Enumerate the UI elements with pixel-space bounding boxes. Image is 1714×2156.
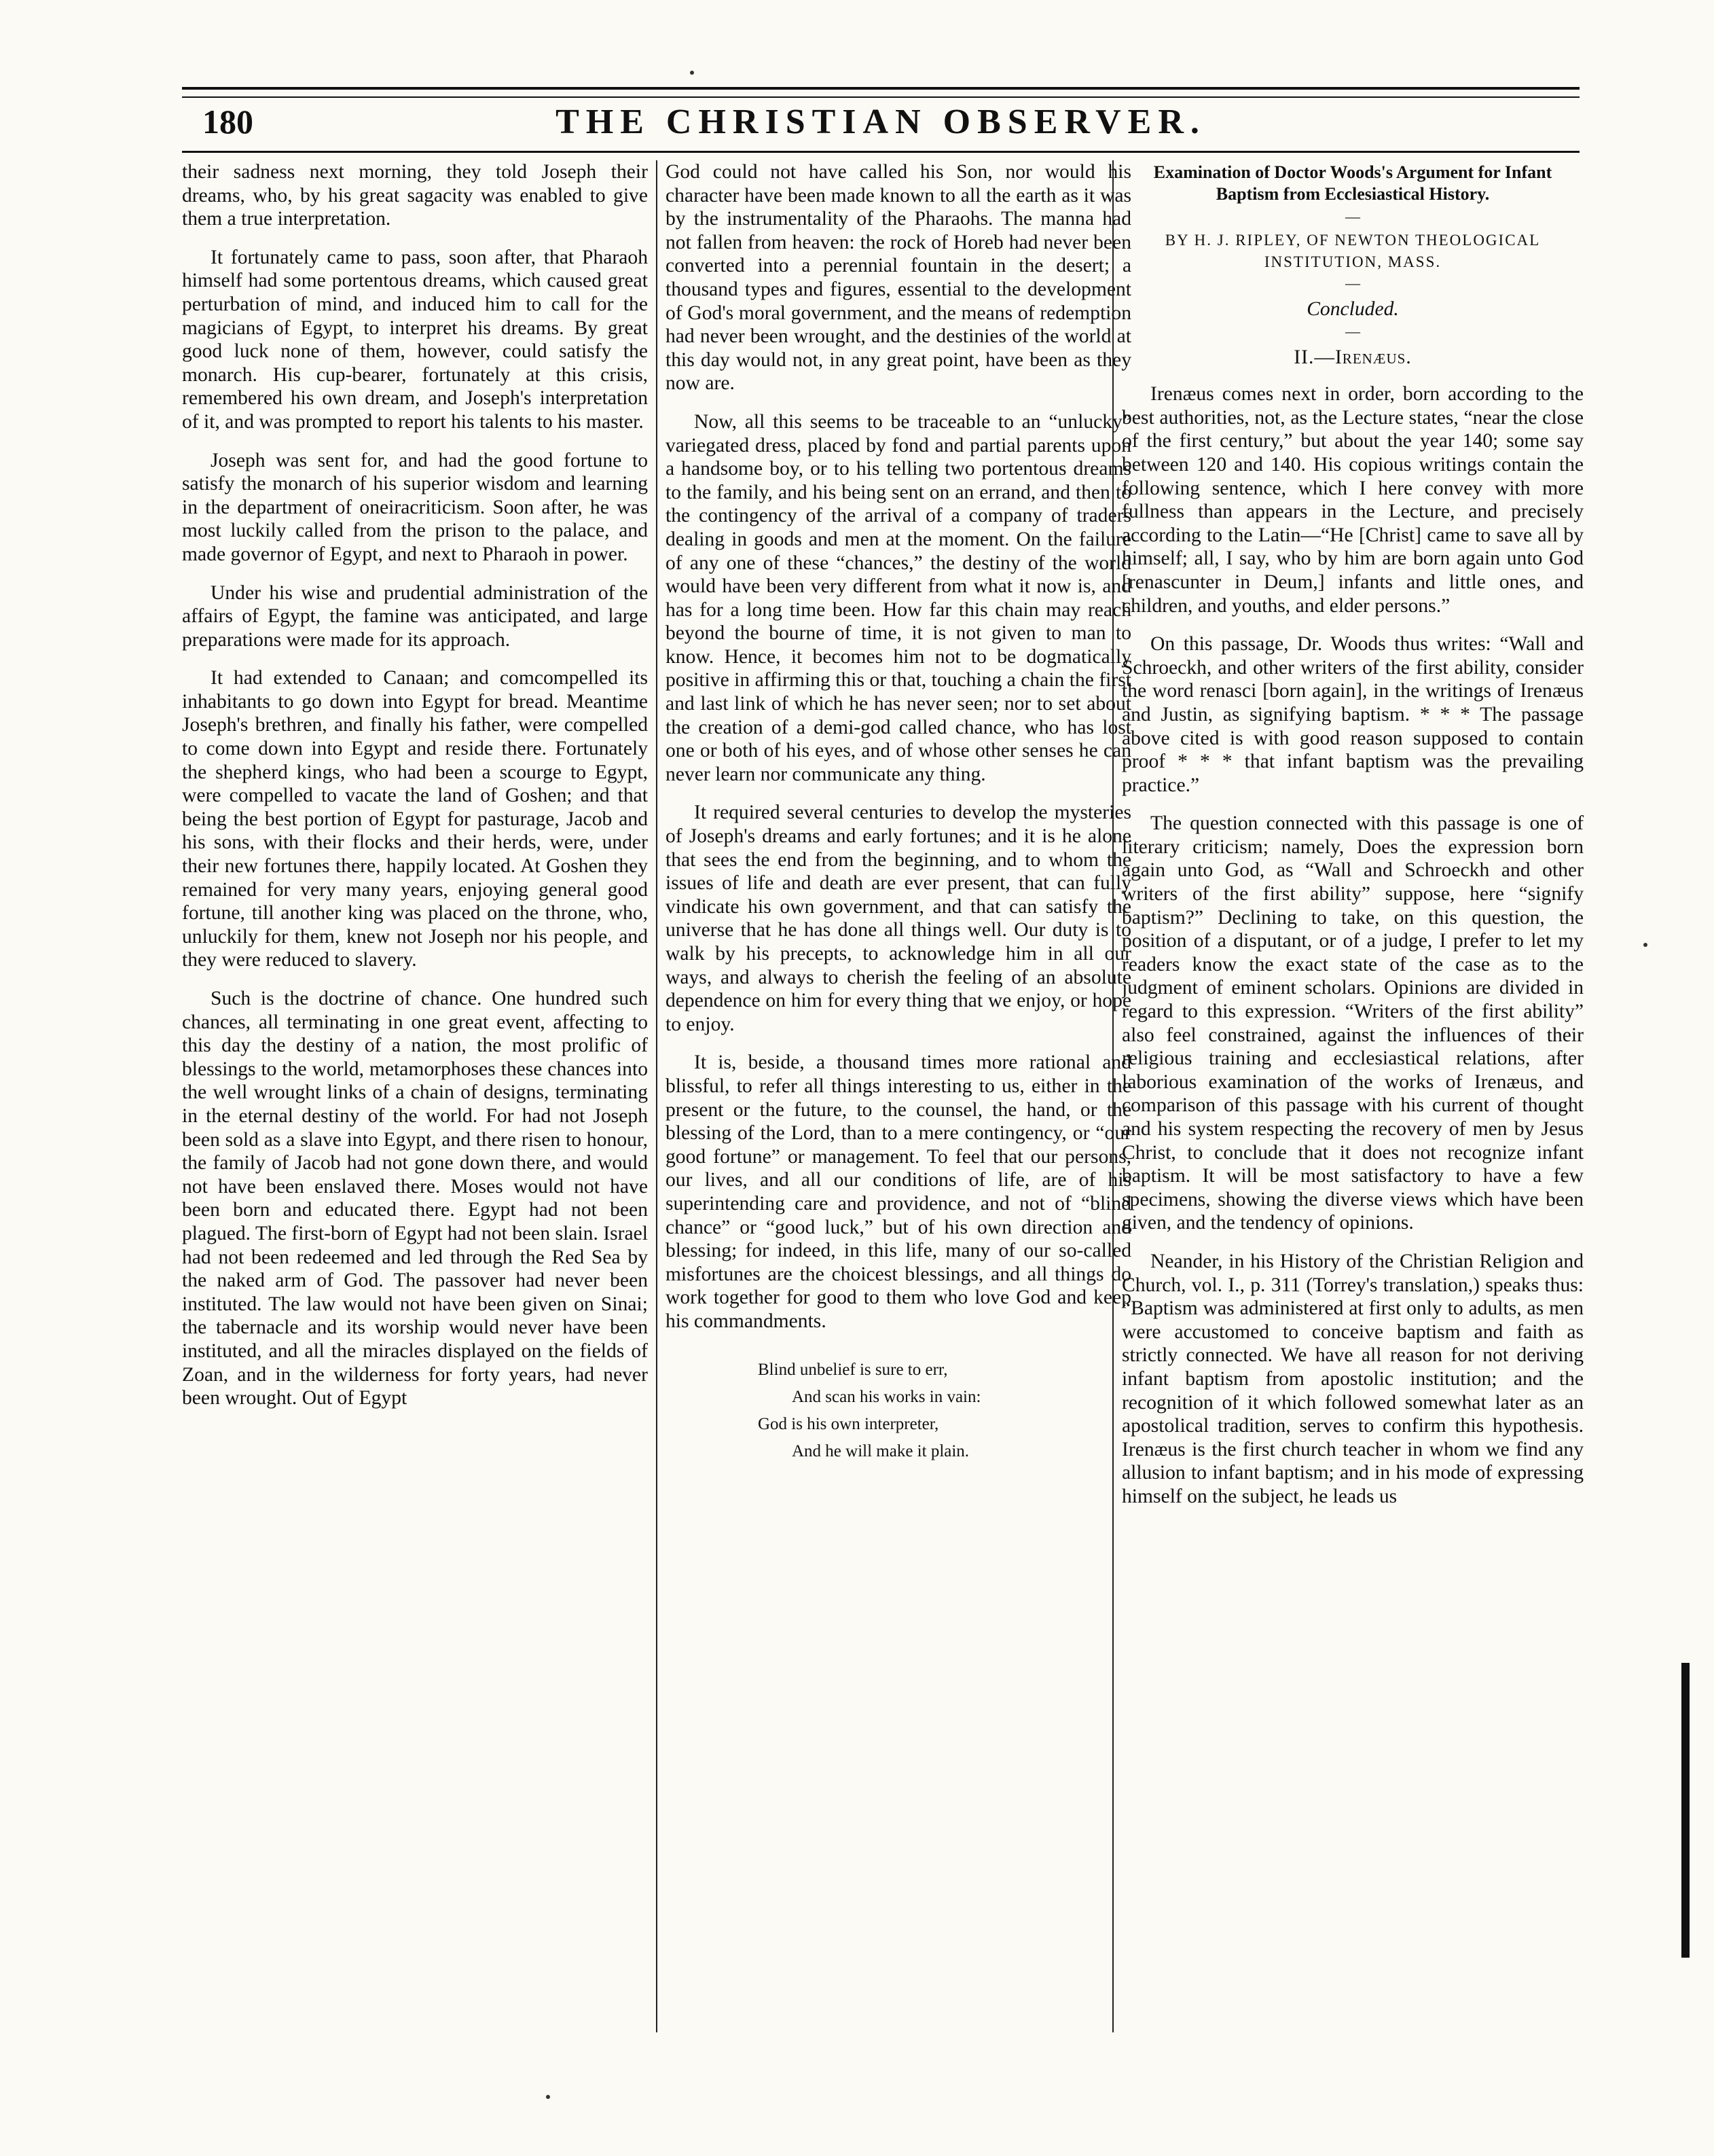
column-1 xyxy=(182,160,648,2035)
paragraph: Under his wise and prudential administration of the affairs of Egypt, the famine was anticipated, and large preparations were made for its approach. xyxy=(182,581,648,651)
section-heading: II.—Irenæus. xyxy=(1294,346,1412,368)
concluded-note: Concluded. xyxy=(1307,298,1399,320)
paragraph: Joseph was sent for, and had the good fortune to satisfy the monarch of his superior wisdom and learning in the department of oneiracriticism. Soon after, he was most luckily called from the prison to the palace, and made governor of Egypt, and next to Pharaoh in power. xyxy=(182,449,648,565)
paragraph: It had extended to Canaan; and comcompelled its inhabitants to go down into Egypt for bread. Meantime Joseph's brethren, and finally his father, were compelled to come down into Egypt and reside there. Fortunately the shepherd kings, who had been a scourge to Egypt, were compelled to vacate the land of Goshen; and that being the best portion of Egypt for pasturage, Jacob and his sons, with their flocks and their herds, were, under their new fortunes there, happily located. At Goshen they remained for very many years, enjoying general good fortune, till another king was placed on the throne, who, unluckily for them, knew not Joseph nor his people, and they were reduced to slavery. xyxy=(182,667,648,971)
verse-line: Blind unbelief is sure to err, xyxy=(758,1360,948,1379)
separator-dash: — xyxy=(1345,208,1360,225)
paragraph: Neander, in his History of the Christian Religion and Church, vol. I., p. 311 (Torrey's translation,) speaks thus: “Baptism was administered at first only to adults, as men were accustomed to conceive baptism and faith as strictly connected. We have all reason for not deriving infant baptism from apostolic institution; and the recognition of it which followed somewhat later as an apostolical tradition, serves to confirm this hypothesis. Irenæus is the first church teacher in whom we find any allusion to infant baptism; and in his mode of expressing himself on the subject, he leads us xyxy=(1122,1250,1584,1507)
verse-line: And scan his works in vain: xyxy=(792,1387,981,1406)
scan-speck xyxy=(1643,943,1647,947)
paragraph: The question connected with this passage is one of literary criticism; namely, Does the expression born again unto God, as “Wall and Schroeckh and other writers of the first ability” suppose, here “signify baptism?” Declining to take, on this question, the position of a disputant, or of a judge, I prefer to let my readers know the exact state of the case as to the judgment of eminent scholars. Opinions are divided in regard to this expression. “Writers of the first ability” also feel constrained, against the influences of their religious training and ecclesiastical relations, after laborious examination of the works of Irenæus, and comparison of this passage with his current of thought and his system respecting the recovery of men by Jesus Christ, to conclude that it does not recognize infant baptism. It will be most satisfactory to have a few specimens, showing the diverse views which have been given, and the tendency of opinions. xyxy=(1122,812,1584,1234)
scan-speck xyxy=(690,71,694,75)
column-2 xyxy=(665,160,1131,2035)
paragraph: God could not have called his Son, nor would his character have been made known to all the earth as it was by the instrumentality of the Pharaohs. The manna had not fallen from heaven: the rock of Horeb had never been converted into a perennial fountain in the desert; a thousand types and figures, essential to the development of God's moral government, and the means of redemption had never been wrought, and the destinies of the world at this day would not, in any great point, have been as they now are. xyxy=(665,161,1131,395)
paragraph: Such is the doctrine of chance. One hundred such chances, all terminating in one great event, affecting to this day the destiny of a nation, the most prolific of blessings to the world, metamorphoses these chances into the well wrought links of a chain of designs, terminating in the eternal destiny of the world. For had not Joseph been sold as a slave into Egypt, and there risen to honour, the family of Jacob had not gone down there, and would not have been enslaved there. Moses would not have been born and educated there. Egypt had not been plagued. The first-born of Egypt had not been slain. Israel had not been redeemed and led through the Red Sea by the naked arm of God. The passover had never been instituted. The law would not have been given on Sinai; the tabernacle and its worship would never have been instituted, and all the miracles displayed on the fields of Zoan, and in the wilderness for forty years, had never been wrought. Out of Egypt xyxy=(182,988,648,1409)
running-title: THE CHRISTIAN OBSERVER. xyxy=(555,103,1206,141)
separator-dash: — xyxy=(1345,274,1360,291)
scan-edge-mark xyxy=(1681,1663,1690,1958)
header-bottom-rule xyxy=(182,151,1580,153)
paragraph: On this passage, Dr. Woods thus writes: “Wall and Schroeckh, and other writers of the first ability, consider the word renasci [born again], in the writings of Irenæus and Justin, as signifying baptism. * * * The passage above cited is with good reason supposed to contain proof * * * that infant baptism was the prevailing practice.” xyxy=(1122,633,1584,796)
scan-speck xyxy=(546,2095,550,2099)
paragraph: It required several centuries to develop the mysteries of Joseph's dreams and early fortunes; and it is he alone that sees the end from the beginning, and to whom the issues of life and death are ever present, that can fully vindicate his own government, and that can satisfy the universe that he has done all things well. Our duty is to walk by his precepts, to acknowledge him in all our ways, and always to cherish the feeling of an absolute dependence on him for every thing that we enjoy, or hope to enjoy. xyxy=(665,802,1131,1035)
page-header xyxy=(182,102,1580,152)
column-divider-1 xyxy=(656,160,657,2032)
paragraph: It is, beside, a thousand times more rational and blissful, to refer all things interesting to us, either in the present or the future, to the counsel, the hand, or the blessing of the Lord, than to a mere contingency, or “our good fortune” or management. To feel that our persons, our lives, and all our conditions of life, are of his superintending care and providence, and not of “blind chance” or “good luck,” but of his own direction and blessing; for indeed, in this life, many of our so-called misfortunes are the choicest blessings, and all things do work together for good to them who love God and keep his commandments. xyxy=(665,1052,1131,1332)
separator-dash: — xyxy=(1345,322,1360,340)
page-number: 180 xyxy=(202,103,253,141)
verse-line: And he will make it plain. xyxy=(792,1441,970,1460)
header-top-rule xyxy=(182,87,1580,98)
paragraph: It fortunately came to pass, soon after, that Pharaoh himself had some portentous dreams, which caused great perturbation of mind, and induced him to call for the magicians of Egypt, to interpret his dreams. By great good luck none of them, however, could satisfy the monarch. His cup-bearer, fortunately at this crisis, remembered his own dream, and Joseph's interpretation of it, and was prompted to report his talents to his master. xyxy=(182,246,648,433)
article-title: Examination of Doctor Woods's Argument for Infant Baptism from Ecclesiastical History. xyxy=(1153,162,1552,204)
paragraph: Irenæus comes next in order, born according to the best authorities, not, as the Lecture states, “near the close of the first century,” but about the year 140; some say between 120 and 140. His copious writings contain the following sentence, which I here convey with more fullness than appears in the Lecture, and precisely according to the Latin—“He [Christ] came to save all by himself; all, I say, who by him are born again unto God [renascunter in Deum,] infants and little ones, and children, and youths, and elder persons.” xyxy=(1122,383,1584,617)
verse-line: God is his own interpreter, xyxy=(758,1414,939,1433)
hymn-verse xyxy=(665,1357,1131,1465)
paragraph: their sadness next morning, they told Joseph their dreams, who, by his great sagacity was enabled to give them a true interpretation. xyxy=(182,161,648,230)
paragraph: Now, all this seems to be traceable to an “unlucky” variegated dress, placed by fond and partial parents upon a handsome boy, or to his telling two portentous dreams to the family, and his being sent on an errand, and then to the contingency of the arrival of a company of traders dealing in goods and men at the moment. On the failure of any one of these “chances,” the destiny of the world would have been very different from what it now is, and has for a long time been. How far this chain may reach beyond the bourne of time, it is not given to man to know. Hence, it becomes him not to be dogmatically positive in affirming this or that, touching a chain the first and last link of which he has never seen; nor to set about the creation of a demi-god called chance, who has lost one or both of his eyes, and of whose other senses he can never learn nor communicate any thing. xyxy=(665,410,1131,785)
article-byline: BY H. J. RIPLEY, OF NEWTON THEOLOGICAL INSTITUTION, MASS. xyxy=(1165,232,1541,270)
column-3 xyxy=(1122,160,1584,2035)
